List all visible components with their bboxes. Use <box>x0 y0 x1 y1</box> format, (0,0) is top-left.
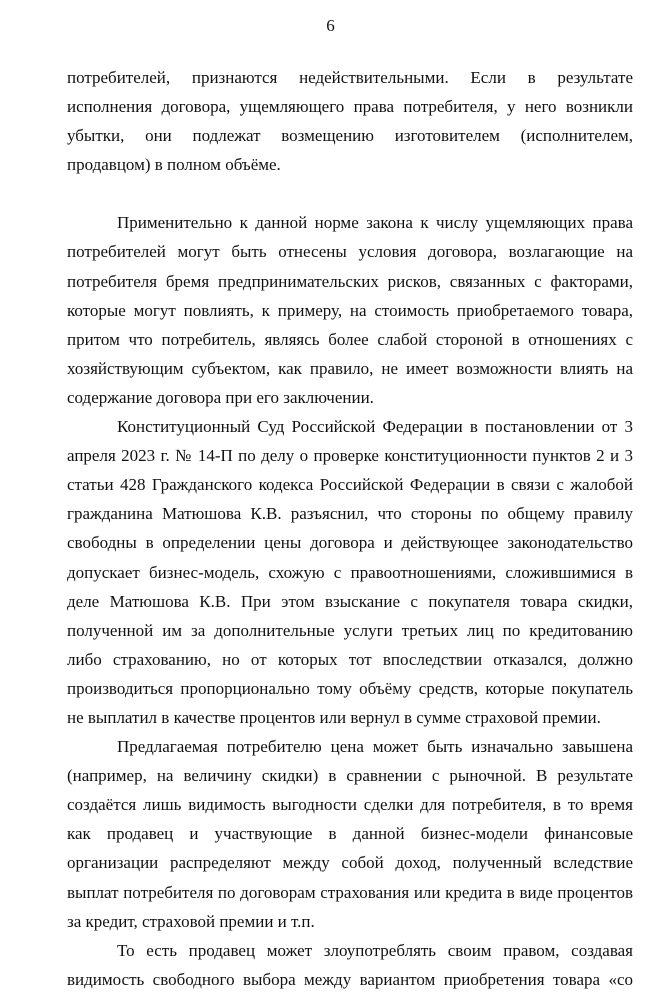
paragraph-5: То есть продавец может злоупотреблять своим правом, создавая видимость свободного выбора между вариантом приобретения товара «со <box>67 940 633 989</box>
document-body <box>67 63 633 994</box>
paragraph-3: Конституционный Суд Российской Федерации в постановлении от 3 апреля 2023 г. № 14-П по делу о проверке конституционности пунктов 2 и 3 статьи 428 Гражданского кодекса Российской Федерации в связи с жалобой гражданина Матюшова К.В. разъяснил, что стороны по общему правилу свободны в определении цены договора и действующее законодательство допускает бизнес-модель, схожую с правоотношениями, сложившимися в деле Матюшова К.В. При этом взыскание с покупателя товара скидки, полученной им за дополнительные услуги третьих лиц по кредитованию либо страхованию, но от которых тот впоследствии отказался, должно производиться пропорционально тому объёму средств, которые покупатель не выплатил в качестве процентов или вернул в сумме страховой премии. <box>67 417 633 727</box>
page-number: 6 <box>326 16 335 35</box>
paragraph-2: Применительно к данной норме закона к числу ущемляющих права потребителей могут быть отнесены условия договора, возлагающие на потребителя бремя предпринимательских рисков, связанных с факторами, которые могут повлиять, к примеру, на стоимость приобретаемого товара, притом что потребитель, являясь более слабой стороной в отношениях с хозяйствующим субъектом, как правило, не имеет возможности влиять на содержание договора при его заключении. <box>67 213 633 407</box>
paragraph-4: Предлагаемая потребителю цена может быть изначально завышена (например, на величину скидки) в сравнении с рыночной. В результате создаётся лишь видимость выгодности сделки для потребителя, в то время как продавец и участвующие в данной бизнес-модели финансовые организации распределяют между собой доход, полученный вследствие выплат потребителя по договорам страхования или кредита в виде процентов за кредит, страховой премии и т.п. <box>67 737 633 931</box>
paragraph-1: потребителей, признаются недействительными. Если в результате исполнения договора, ущемляющего права потребителя, у него возникли убытки, они подлежат возмещению изготовителем (исполнителем, продавцом) в полном объёме. <box>67 68 633 175</box>
